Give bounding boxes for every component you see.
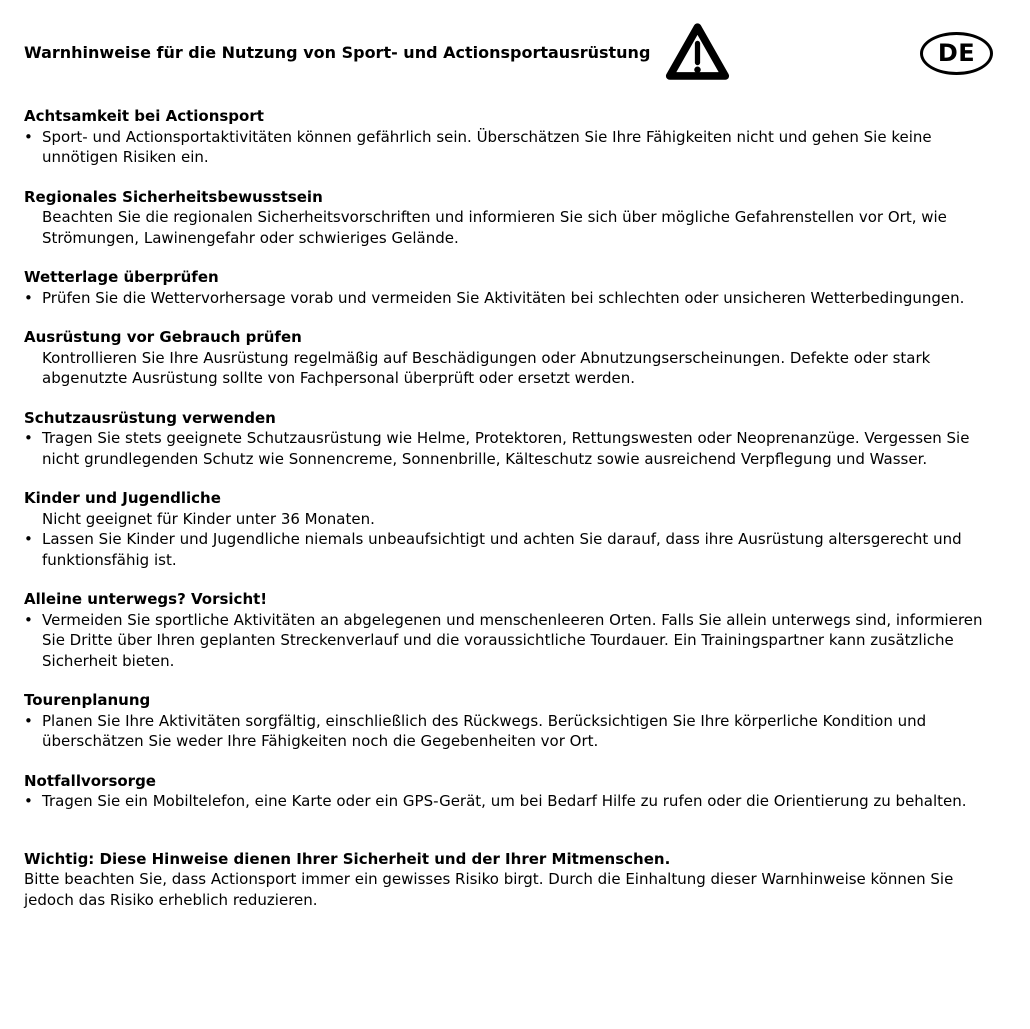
list-item <box>24 127 998 168</box>
item-text: Tragen Sie ein Mobiltelefon, eine Karte oder ein GPS-Gerät, um bei Bedarf Hilfe zu rufen oder die Orientierung zu behalten. <box>42 792 967 810</box>
section-alleine <box>24 589 998 671</box>
bullet-marker <box>24 610 42 672</box>
item-text: Vermeiden Sie sportliche Aktivitäten an abgelegenen und menschenleeren Orten. Falls Sie allein unterwegs sind, informieren Sie Dritte über Ihren geplanten Streckenverlauf und die voraussichtliche Tourdauer. Ein Trainingspartner kann zusätzliche Sicherheit bieten. <box>42 610 983 670</box>
item-text: Beachten Sie die regionalen Sicherheitsvorschriften und informieren Sie sich über mögliche Gefahrenstellen vor Ort, wie Strömungen, Lawinengefahr oder schwieriges Gelände. <box>42 208 947 247</box>
section-heading: Wetterlage überprüfen <box>24 268 219 286</box>
list-item <box>24 791 998 812</box>
section-ausruestung <box>24 327 998 389</box>
bullet-marker <box>24 791 42 812</box>
section-heading: Ausrüstung vor Gebrauch prüfen <box>24 328 302 346</box>
footer-note <box>24 849 998 911</box>
warning-triangle-icon <box>664 21 731 85</box>
section-heading: Tourenplanung <box>24 691 151 709</box>
section-wetterlage <box>24 267 998 308</box>
indent-spacer <box>24 509 42 530</box>
section-achtsamkeit <box>24 106 998 168</box>
list-item <box>24 610 998 672</box>
document-header <box>24 20 998 86</box>
section-regionales <box>24 187 998 249</box>
item-text: Kontrollieren Sie Ihre Ausrüstung regelmäßig auf Beschädigungen oder Abnutzungserscheinungen. Defekte oder stark abgenutzte Ausrüstung sollte von Fachpersonal überprüft oder ersetzt werden. <box>42 348 931 387</box>
section-heading: Regionales Sicherheitsbewusstsein <box>24 187 323 206</box>
list-item <box>24 428 998 469</box>
footer-heading: Wichtig: Diese Hinweise dienen Ihrer Sicherheit und der Ihrer Mitmenschen. <box>24 849 671 868</box>
page-title: Warnhinweise für die Nutzung von Sport- und Actionsportausrüstung <box>24 42 651 62</box>
list-item <box>24 711 998 752</box>
item-text: Lassen Sie Kinder und Jugendliche niemals unbeaufsichtigt und achten Sie darauf, dass ihre Ausrüstung altersgerecht und funktionsfähig ist. <box>42 530 962 569</box>
language-badge: DE <box>920 32 993 75</box>
indent-spacer <box>24 348 42 389</box>
item-text: Planen Sie Ihre Aktivitäten sorgfältig, einschließlich des Rückwegs. Berücksichtigen Sie Ihre körperliche Kondition und überschätzen Sie weder Ihre Fähigkeiten noch die Gegebenheiten vor Ort. <box>42 711 927 750</box>
list-item <box>24 288 998 309</box>
item-text: Tragen Sie stets geeignete Schutzausrüstung wie Helme, Protektoren, Rettungswesten oder Neoprenanzüge. Vergessen Sie nicht grundlegenden Schutz wie Sonnencreme, Sonnenbrille, Kälteschutz sowie ausreichend Verpflegung und Wasser. <box>42 429 970 468</box>
list-item <box>24 529 998 570</box>
section-notfallvorsorge <box>24 771 998 812</box>
section-heading: Kinder und Jugendliche <box>24 489 221 507</box>
section-schutzausruestung <box>24 408 998 470</box>
item-text: Prüfen Sie die Wettervorhersage vorab und vermeiden Sie Aktivitäten bei schlechten oder unsicheren Wetterbedingungen. <box>42 288 965 307</box>
bullet-marker <box>24 711 42 752</box>
footer-text: Bitte beachten Sie, dass Actionsport immer ein gewisses Risiko birgt. Durch die Einhaltung dieser Warnhinweise können Sie jedoch das Risiko erheblich reduzieren. <box>24 870 954 909</box>
section-heading: Alleine unterwegs? Vorsicht! <box>24 590 268 608</box>
bullet-marker <box>24 127 42 168</box>
section-heading: Notfallvorsorge <box>24 771 156 790</box>
section-kinder <box>24 488 998 570</box>
bullet-marker <box>24 288 42 309</box>
section-heading: Schutzausrüstung verwenden <box>24 408 276 427</box>
section-heading: Achtsamkeit bei Actionsport <box>24 107 264 125</box>
list-item <box>24 509 998 530</box>
section-tourenplanung <box>24 690 998 752</box>
list-item <box>24 348 998 389</box>
list-item <box>24 207 998 248</box>
item-text: Nicht geeignet für Kinder unter 36 Monaten. <box>42 509 375 528</box>
indent-spacer <box>24 207 42 248</box>
bullet-marker <box>24 529 42 570</box>
bullet-marker <box>24 428 42 469</box>
item-text: Sport- und Actionsportaktivitäten können gefährlich sein. Überschätzen Sie Ihre Fähigkeiten nicht und gehen Sie keine unnötigen Risiken ein. <box>42 127 932 166</box>
